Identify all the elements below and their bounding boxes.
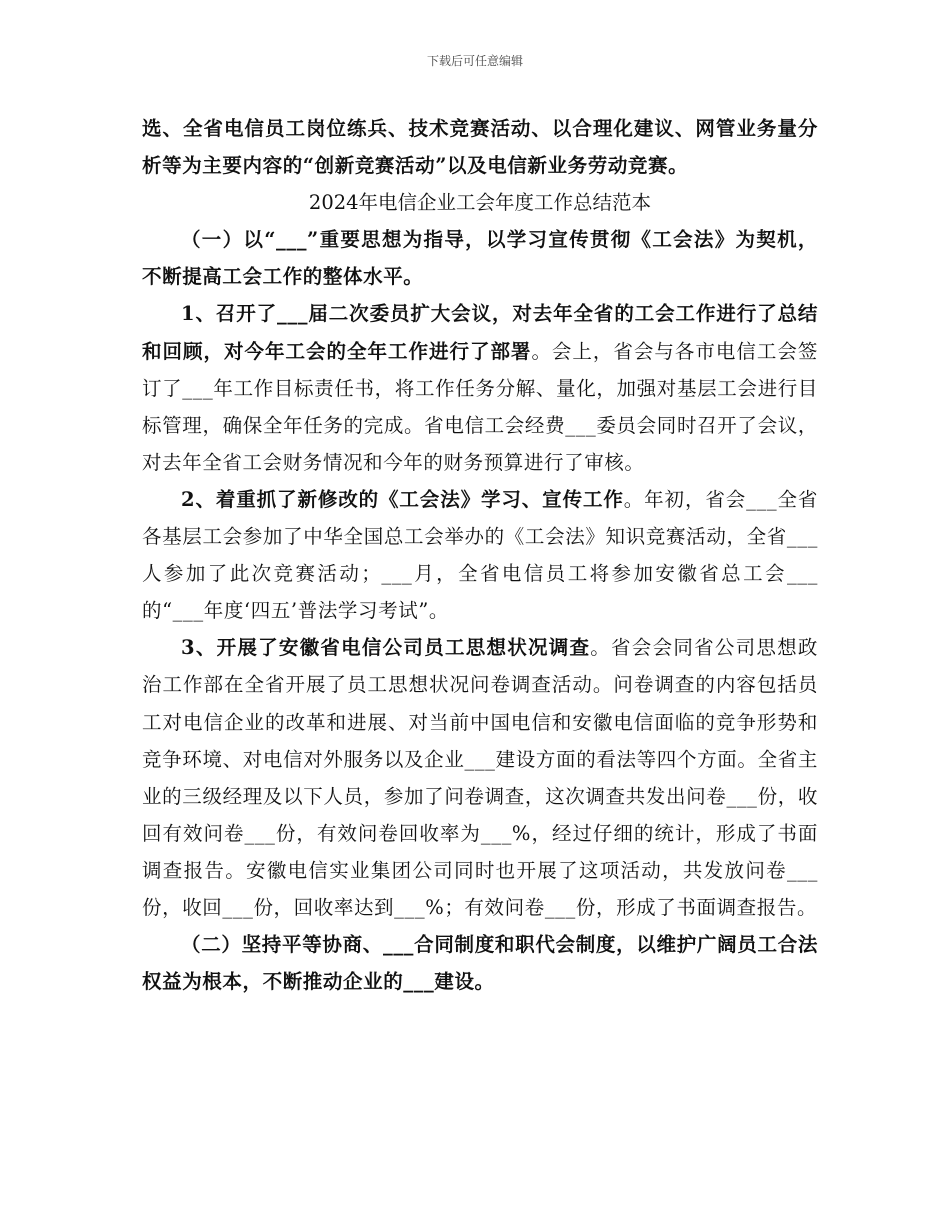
item-3-text: 。省会会同省公司思想政治工作部在全省开展了员工思想状况问卷调查活动。问卷调查的内容包括员工对电信企业的改革和进展、对当前中国电信和安徽电信面临的竞争形势和竞争环境、对电信对外服务以及企业___建设方面的看法等四个方面。全省主业的三级经理及以下人员，参加了问卷调查，这次调查共发出问卷___份，收回有效问卷___份，有效问卷回收率为___%，经过仔细的统计，形成了书面调查报告。安徽电信实业集团公司同时也开展了这项活动，共发放问卷___份，收回___份，回收率达到___%；有效问卷___份，形成了书面调查报告。 [142, 636, 818, 919]
item-2-lead: 2、着重抓了新修改的《工会法》学习、宣传工作 [181, 487, 624, 511]
page-header: 下载后可任意编辑 [426, 54, 523, 68]
item-2-text: 。年初，省会___全省各基层工会参加了中华全国总工会举办的《工会法》知识竞赛活动，全省___人参加了此次竞赛活动；___月，全省电信员工将参加安徽省总工会___的“___年度‘四五’普法学习考试”。 [142, 487, 818, 623]
item-2-paragraph [142, 481, 818, 629]
section-1-heading: （一）以“___”重要思想为指导，以学习宣传贯彻《工会法》为契机，不断提高工会工作的整体水平。 [142, 228, 818, 289]
item-1-text: 。会上，省会与各市电信工会签订了___年工作目标责任书，将工作任务分解、量化，加强对基层工会进行目标管理，确保全年任务的完成。省电信工会经费___委员会同时召开了会议，对去年全省工会财务情况和今年的财务预算进行了审核。 [142, 339, 818, 474]
document-body [142, 110, 818, 1000]
intro-paragraph: 选、全省电信员工岗位练兵、技术竞赛活动、以合理化建议、网管业务量分析等为主要内容的“创新竞赛活动”以及电信新业务劳动竞赛。 [142, 117, 818, 178]
item-3-lead: 3、开展了安徽省电信公司员工思想状况调查 [181, 636, 591, 660]
item-1-lead: 1、召开了___届二次委员扩大会议，对去年全省的工会工作进行了总结和回顾，对今年工会的全年工作进行了部署 [142, 302, 818, 363]
item-3-paragraph [142, 629, 818, 926]
item-1-paragraph [142, 295, 818, 480]
section-2-heading: （二）坚持平等协商、___合同制度和职代会制度，以维护广阔员工合法权益为根本，不断推动企业的___建设。 [142, 933, 818, 994]
document-title: 2024年电信企业工会年度工作总结范本 [308, 191, 652, 215]
